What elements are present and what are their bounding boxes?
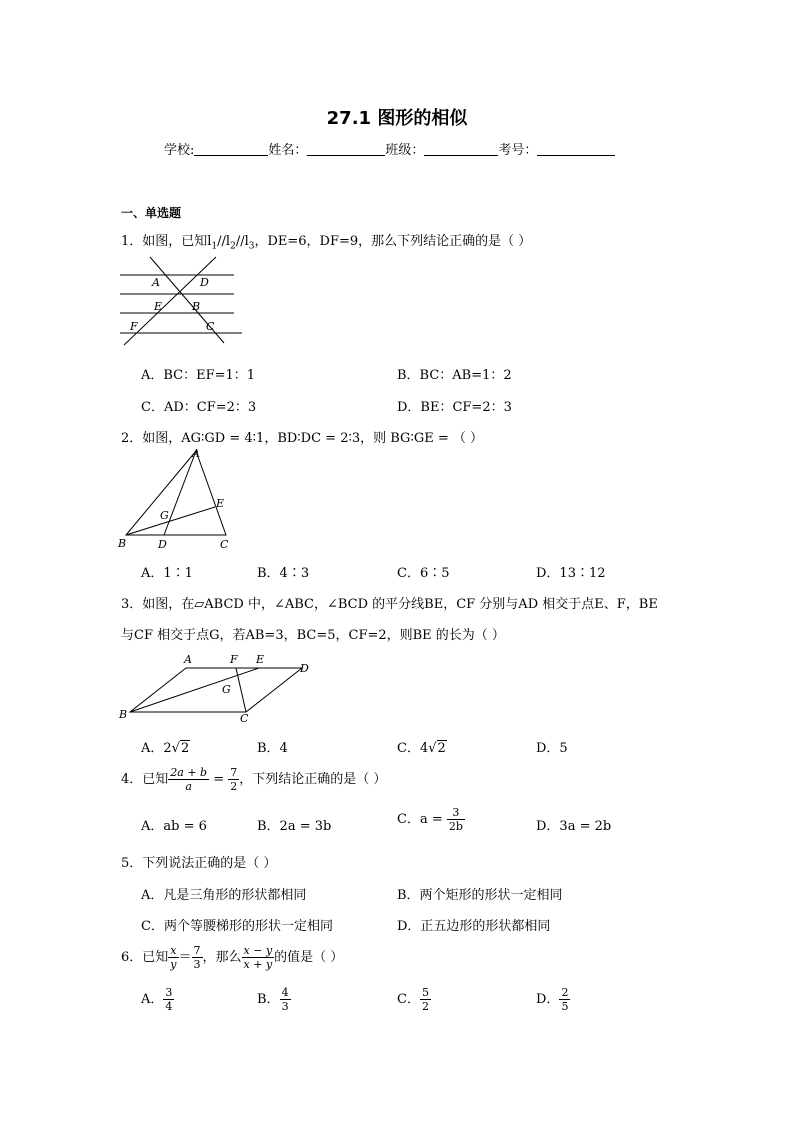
parallelogram-abcd — [130, 668, 302, 712]
name-label: 姓名： — [268, 143, 308, 158]
q3-option-a[interactable]: A．2√2 — [141, 741, 190, 756]
q5-option-b[interactable]: B．两个矩形的形状一定相同 — [397, 888, 563, 903]
label-e: E — [154, 300, 163, 313]
number-label: 考号： — [498, 143, 538, 158]
label-g: G — [222, 683, 231, 696]
label-c: C — [206, 320, 215, 333]
class-label: 班级： — [385, 143, 425, 158]
q3-option-d[interactable]: D．5 — [536, 741, 568, 756]
question-2-figure — [116, 445, 246, 553]
q6-option-a[interactable]: A． $\frac{3}{4}$ — [141, 986, 173, 1013]
q2-option-b[interactable]: B．4∶3 — [257, 566, 310, 581]
q2-option-a[interactable]: A．1∶1 — [141, 566, 193, 581]
q2-option-c[interactable]: C．6∶5 — [397, 566, 450, 581]
segment-ad — [164, 451, 196, 535]
triangle-abc — [126, 451, 226, 535]
label-e: E — [256, 653, 265, 666]
q1-option-b[interactable]: B．BC：AB=1：2 — [397, 368, 512, 383]
label-d: D — [300, 662, 309, 675]
section-heading: 一、单选题 — [121, 206, 182, 220]
q4-option-c[interactable]: C．a = $\frac{3}{2b}$ — [397, 806, 463, 833]
question-3-stem-line-2: 与CF 相交于点G，若AB=3，BC=5，CF=2，则BE 的长为（ ） — [121, 628, 505, 643]
q3-option-c[interactable]: C．4√2 — [397, 741, 446, 756]
school-blank[interactable] — [194, 143, 268, 156]
q5-option-d[interactable]: D．正五边形的形状都相同 — [397, 919, 551, 934]
page-title: 27.1 图形的相似 — [326, 108, 468, 129]
label-e: E — [216, 497, 225, 510]
question-3-stem-line-1: 3．如图，在▱ABCD 中，∠ABC，∠BCD 的平分线BE，CF 分别与AD 相交于点E、F，BE — [121, 597, 658, 612]
segment-be — [130, 668, 259, 712]
q6-option-c[interactable]: C． $\frac{5}{2}$ — [397, 986, 429, 1013]
label-a: A — [152, 276, 160, 289]
q1-option-c[interactable]: C．AD：CF=2：3 — [141, 400, 257, 415]
label-b: B — [118, 537, 127, 550]
q4-option-d[interactable]: D．3a = 2b — [536, 819, 612, 834]
q1-option-a[interactable]: A．BC：EF=1：1 — [141, 368, 256, 383]
q4-option-a[interactable]: A．ab = 6 — [141, 819, 207, 834]
label-a: A — [192, 447, 200, 460]
segment-be — [126, 507, 215, 535]
question-4-stem: 4．已知 $\frac{2a + b}{a}$ = $\frac{7}{2}$ ，下列结论正确的是（ ） — [121, 766, 387, 793]
question-1-figure — [118, 255, 248, 347]
label-f: F — [230, 653, 238, 666]
question-1-stem: 1．如图，已知$l_1//l_2//l_3$，DE=6，DF=9，那么下列结论正确的是（ ） — [121, 234, 532, 252]
question-3-figure — [116, 650, 316, 728]
label-f: F — [130, 320, 138, 333]
q1-option-d[interactable]: D．BE：CF=2：3 — [397, 400, 512, 415]
transversal-2 — [124, 257, 216, 345]
question-6-stem: 6．已知 $\frac{x}{y}$ ＝ $\frac{7}{3}$ ，那么 $\frac{x - y}{x + y}$ 的值是（ ） — [121, 944, 344, 971]
question-5-stem: 5．下列说法正确的是（ ） — [121, 856, 277, 871]
q2-option-d[interactable]: D．13∶12 — [536, 566, 606, 581]
q6-option-b[interactable]: B． $\frac{4}{3}$ — [257, 986, 289, 1013]
school-label: 学校: — [164, 143, 195, 158]
class-blank[interactable] — [424, 143, 498, 156]
label-c: C — [240, 712, 249, 725]
label-d: D — [200, 276, 209, 289]
label-b: B — [192, 300, 201, 313]
label-g: G — [160, 509, 169, 522]
q5-option-c[interactable]: C．两个等腰梯形的形状一定相同 — [141, 919, 333, 934]
q4-option-b[interactable]: B．2a = 3b — [257, 819, 332, 834]
question-2-stem: 2．如图，AG∶GD = 4∶1，BD∶DC = 2∶3，则 BG∶GE = （ ） — [121, 431, 483, 446]
label-c: C — [220, 538, 229, 551]
q3-option-b[interactable]: B．4 — [257, 741, 288, 756]
student-info-fields — [164, 139, 615, 158]
label-d: D — [158, 538, 167, 551]
label-a: A — [184, 653, 192, 666]
q5-option-a[interactable]: A．凡是三角形的形状都相同 — [141, 888, 307, 903]
q6-option-d[interactable]: D． $\frac{2}{5}$ — [536, 986, 569, 1013]
number-blank[interactable] — [537, 143, 615, 156]
name-blank[interactable] — [307, 143, 385, 156]
label-b: B — [119, 708, 128, 721]
